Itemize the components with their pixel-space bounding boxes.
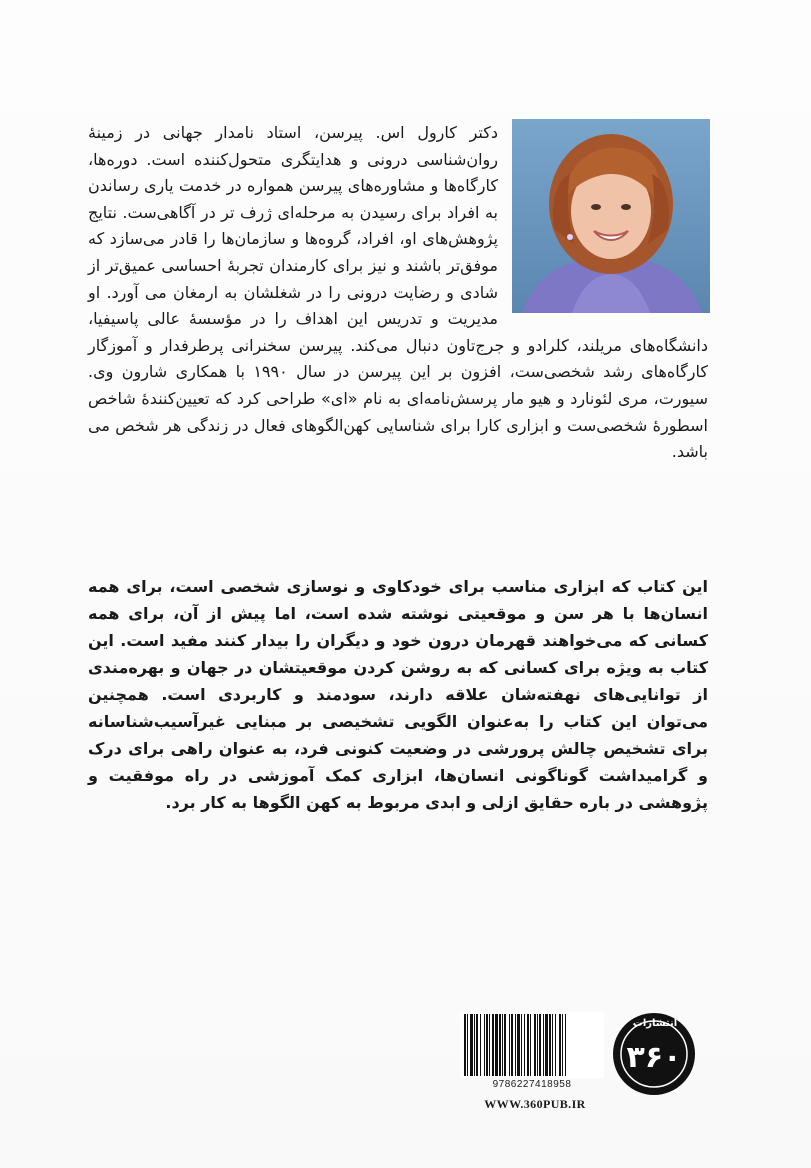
- barcode-bar: [504, 1014, 506, 1076]
- barcode-bar: [484, 1014, 485, 1076]
- barcode-bar: [537, 1014, 538, 1076]
- barcode-bar: [464, 1014, 466, 1076]
- barcode-bar: [511, 1014, 513, 1076]
- photo-spacer: [498, 120, 708, 314]
- book-description: [88, 573, 708, 816]
- isbn-number: 9786227418958: [492, 1079, 572, 1090]
- barcode-bar: [534, 1014, 536, 1076]
- barcode-bar: [467, 1014, 468, 1076]
- book-description-text: این کتاب که ابزاری مناسب برای خودکاوی و نوسازی شخصی است، برای همه انسان‌ها با هر سن و موقعیتی نوشته شده است، اما پیش از آن، برای همه کسانی که می‌خواهند قهرمان درون خود و دیگران را بیدار کنند مفید است. این کتاب به ویژه برای کسانی که به روشن کردن موقعیتشان در جهان و بهره‌مندی از توانایی‌های نهفته‌شان علاقه دارند، سودمند و کاربردی است. همچنین می‌توان این کتاب را به‌عنوان الگویی تشخیصی بر مبنایی غیرآسیب‌شناسانه برای تشخیص چالش پرورشی در وضعیت کنونی فرد، به عنوان راهی برای درک و گرامیداشت گوناگونی انسان‌ها، ابزاری کمک آموزشی در راه موفقیت و پژوهشی در باره حقایق ازلی و ابدی مربوط به کهن الگوها به کار برد.: [88, 577, 708, 812]
- barcode-bar: [480, 1014, 481, 1076]
- barcode: [460, 1012, 604, 1078]
- barcode-bar: [499, 1014, 501, 1076]
- author-bio-text: دکتر کارول اس. پیرسن، استاد نامدار جهانی در زمینهٔ روان‌شناسی درونی و هدایتگری متحول‌کننده است. دوره‌ها، کارگاه‌ها و مشاوره‌های پیرسن همواره در خدمت یاری رساندن به افراد برای رسیدن به مرحله‌ای ژرف تر در آگاهی‌ست. نتایج پژوهش‌های او، افراد، گروه‌ها و سازمان‌ها را قادر می‌سازد که موفق‌تر باشند و نیز برای کارمندان تجربهٔ احساسی عمیق‌تر از شادی و رضایت درونی را در شغلشان به ارمغان می آورد. او مدیریت و تدریس این اهداف را در مؤسسهٔ عالی پاسیفیا، دانشگاه‌های مریلند، کلرادو و جرج‌تاون دنبال می‌کند. پیرسن سخنرانی پرطرفدار و آموزگار کارگاه‌های رشد شخصی‌ست، افزون بر این پیرسن در سال ۱۹۹۰ با همکاری شارون وی. سیورت، مری لئونارد و هیو مار پرسش‌نامه‌ای به نام «ای» طراحی کرد که تعیین‌کنندهٔ شاخص اسطورهٔ شخصی‌ست و ابزاری کارا برای شناسایی کهن‌الگوهای فعال در زندگی هر شخص می باشد.: [88, 123, 709, 462]
- barcode-bar: [509, 1014, 510, 1076]
- barcode-bar: [530, 1014, 531, 1076]
- barcode-bar: [489, 1014, 490, 1076]
- barcode-bar: [555, 1014, 556, 1076]
- barcode-bar: [562, 1014, 563, 1076]
- barcode-bar: [543, 1014, 544, 1076]
- barcode-bar: [495, 1014, 498, 1076]
- barcode-bar: [565, 1014, 566, 1076]
- publisher-logo-label: انتشارات: [632, 1018, 678, 1029]
- barcode-bar: [474, 1014, 475, 1076]
- barcode-bar: [549, 1014, 551, 1076]
- barcode-bar: [470, 1014, 473, 1076]
- barcode-bar: [517, 1014, 520, 1076]
- barcode-bar: [527, 1014, 529, 1076]
- barcode-bar: [515, 1014, 516, 1076]
- publisher-website: WWW.360PUB.IR: [484, 1097, 586, 1111]
- barcode-bar: [521, 1014, 522, 1076]
- barcode-bar: [476, 1014, 478, 1076]
- barcode-bar: [492, 1014, 494, 1076]
- author-bio: [88, 120, 708, 466]
- barcode-bar: [524, 1014, 525, 1076]
- barcode-bar: [539, 1014, 541, 1076]
- barcode-bar: [545, 1014, 548, 1076]
- barcode-bar: [486, 1014, 488, 1076]
- barcode-bar: [502, 1014, 503, 1076]
- barcode-bar: [552, 1014, 553, 1076]
- barcode-bar: [559, 1014, 561, 1076]
- publisher-logo-number: ۳۶۰: [626, 1040, 682, 1075]
